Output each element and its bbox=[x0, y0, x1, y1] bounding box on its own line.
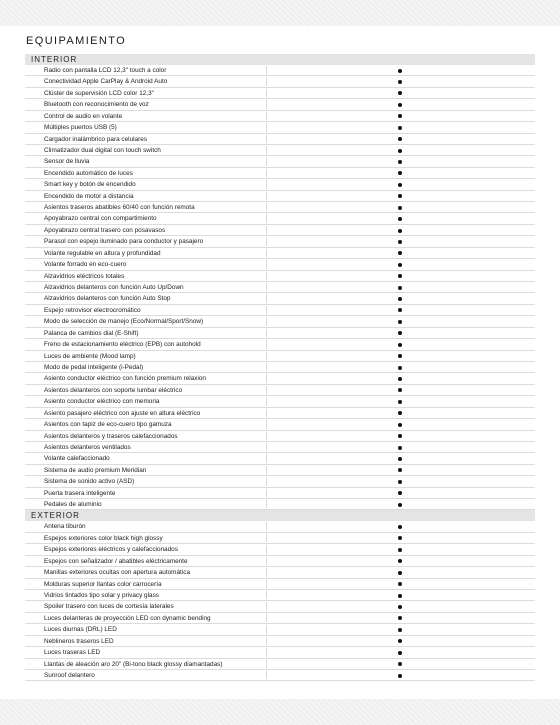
included-bullet-icon bbox=[398, 388, 402, 392]
table-row bbox=[25, 213, 535, 224]
table-row bbox=[25, 88, 535, 99]
table-row bbox=[25, 408, 535, 419]
included-bullet-icon bbox=[398, 80, 402, 84]
table-row bbox=[25, 465, 535, 476]
bottom-decorative-band bbox=[0, 699, 560, 725]
included-bullet-icon bbox=[398, 662, 402, 666]
included-bullet-icon bbox=[398, 229, 402, 233]
feature-label: Neblineros traseros LED bbox=[44, 637, 114, 645]
column-divider bbox=[266, 260, 267, 268]
included-bullet-icon bbox=[398, 616, 402, 620]
feature-label: Bluetooth con reconocimiento de voz bbox=[44, 101, 149, 109]
table-row bbox=[25, 521, 535, 532]
table-row bbox=[25, 579, 535, 590]
table-row bbox=[25, 316, 535, 327]
feature-label: Parasol con espejo iluminado para conductor y pasajero bbox=[44, 238, 204, 246]
feature-label: Sunroof delantero bbox=[44, 671, 95, 679]
feature-label: Apoyabrazo central con compartimiento bbox=[44, 215, 157, 223]
feature-label: Alzavidrios delanteros con función Auto Up/Down bbox=[44, 284, 184, 292]
table-row bbox=[25, 259, 535, 270]
table-row bbox=[25, 670, 535, 681]
feature-label: Modo de selección de manejo (Eco/Normal/Sport/Snow) bbox=[44, 318, 204, 326]
feature-label: Asientos delanteros y traseros calefaccionados bbox=[44, 432, 178, 440]
column-divider bbox=[266, 420, 267, 428]
feature-label: Espejos exteriores eléctricos y calefaccionados bbox=[44, 546, 178, 554]
feature-label: Encendido de motor a distancia bbox=[44, 192, 134, 200]
column-divider bbox=[266, 66, 267, 74]
column-divider bbox=[266, 352, 267, 360]
table-row bbox=[25, 533, 535, 544]
column-divider bbox=[266, 169, 267, 177]
feature-label: Asientos delanteros ventilados bbox=[44, 443, 131, 451]
feature-label: Vidrios tintados tipo solar y privacy glass bbox=[44, 591, 159, 599]
table-row bbox=[25, 202, 535, 213]
column-divider bbox=[266, 146, 267, 154]
feature-label: Alzavidrios eléctricos totales bbox=[44, 272, 125, 280]
column-divider bbox=[266, 409, 267, 417]
column-divider bbox=[266, 489, 267, 497]
feature-label: Luces diurnas (DRL) LED bbox=[44, 626, 117, 634]
included-bullet-icon bbox=[398, 286, 402, 290]
feature-label: Volante forrado en eco-cuero bbox=[44, 261, 127, 269]
included-bullet-icon bbox=[398, 251, 402, 255]
included-bullet-icon bbox=[398, 149, 402, 153]
table-row bbox=[25, 65, 535, 76]
table-row bbox=[25, 293, 535, 304]
table-row bbox=[25, 236, 535, 247]
table-row bbox=[25, 111, 535, 122]
feature-label: Climatizador dual digital con touch switch bbox=[44, 146, 161, 154]
column-divider bbox=[266, 477, 267, 485]
table-row bbox=[25, 590, 535, 601]
feature-label: Asiento conductor eléctrico con función premium relaxion bbox=[44, 375, 206, 383]
column-divider bbox=[266, 522, 267, 530]
table-row bbox=[25, 613, 535, 624]
table-row bbox=[25, 419, 535, 430]
feature-label: Espejos exteriores color black high glossy bbox=[44, 534, 163, 542]
column-divider bbox=[266, 500, 267, 508]
feature-label: Alzavidrios delanteros con función Auto Stop bbox=[44, 295, 171, 303]
column-divider bbox=[266, 203, 267, 211]
column-divider bbox=[266, 374, 267, 382]
column-divider bbox=[266, 237, 267, 245]
table-row bbox=[25, 156, 535, 167]
table-row bbox=[25, 145, 535, 156]
table-row bbox=[25, 544, 535, 555]
included-bullet-icon bbox=[398, 343, 402, 347]
column-divider bbox=[266, 226, 267, 234]
included-bullet-icon bbox=[398, 639, 402, 643]
column-divider bbox=[266, 340, 267, 348]
feature-label: Conectividad Apple CarPlay & Android Auto bbox=[44, 78, 168, 86]
included-bullet-icon bbox=[398, 548, 402, 552]
feature-label: Spoiler trasero con luces de cortesía laterales bbox=[44, 603, 174, 611]
table-row bbox=[25, 453, 535, 464]
column-divider bbox=[266, 466, 267, 474]
included-bullet-icon bbox=[398, 137, 402, 141]
column-divider bbox=[266, 135, 267, 143]
feature-label: Molduras superior llantas color carrocería bbox=[44, 580, 162, 588]
column-divider bbox=[266, 580, 267, 588]
feature-label: Freno de estacionamiento eléctrico (EPB) con autohold bbox=[44, 341, 201, 349]
column-divider bbox=[266, 671, 267, 679]
included-bullet-icon bbox=[398, 354, 402, 358]
column-divider bbox=[266, 534, 267, 542]
included-bullet-icon bbox=[398, 628, 402, 632]
table-row bbox=[25, 179, 535, 190]
column-divider bbox=[266, 192, 267, 200]
column-divider bbox=[266, 180, 267, 188]
equipment-table bbox=[25, 54, 535, 681]
table-row bbox=[25, 647, 535, 658]
feature-label: Palanca de cambios dial (E-Shift) bbox=[44, 329, 139, 337]
feature-label: Espejo retrovisor electrocromático bbox=[44, 306, 141, 314]
included-bullet-icon bbox=[398, 114, 402, 118]
feature-label: Luces de ambiente (Mood lamp) bbox=[44, 352, 136, 360]
column-divider bbox=[266, 214, 267, 222]
included-bullet-icon bbox=[398, 480, 402, 484]
column-divider bbox=[266, 454, 267, 462]
included-bullet-icon bbox=[398, 457, 402, 461]
table-row bbox=[25, 99, 535, 110]
feature-label: Volante regulable en altura y profundidad bbox=[44, 249, 161, 257]
feature-label: Antena tiburón bbox=[44, 523, 86, 531]
table-row bbox=[25, 556, 535, 567]
included-bullet-icon bbox=[398, 503, 402, 507]
column-divider bbox=[266, 249, 267, 257]
column-divider bbox=[266, 545, 267, 553]
feature-label: Luces traseras LED bbox=[44, 649, 101, 657]
feature-label: Sistema de audio premium Meridian bbox=[44, 466, 147, 474]
column-divider bbox=[266, 157, 267, 165]
feature-label: Pedales de aluminio bbox=[44, 501, 102, 509]
top-decorative-band bbox=[0, 0, 560, 26]
feature-label: Clúster de supervisión LCD color 12,3" bbox=[44, 89, 154, 97]
table-row bbox=[25, 339, 535, 350]
table-row bbox=[25, 431, 535, 442]
included-bullet-icon bbox=[398, 674, 402, 678]
included-bullet-icon bbox=[398, 308, 402, 312]
included-bullet-icon bbox=[398, 126, 402, 130]
column-divider bbox=[266, 443, 267, 451]
column-divider bbox=[266, 283, 267, 291]
table-row bbox=[25, 328, 535, 339]
table-row bbox=[25, 385, 535, 396]
table-row bbox=[25, 373, 535, 384]
table-row bbox=[25, 362, 535, 373]
included-bullet-icon bbox=[398, 651, 402, 655]
feature-label: Control de audio en volante bbox=[44, 112, 123, 120]
column-divider bbox=[266, 637, 267, 645]
page-title: EQUIPAMIENTO bbox=[26, 35, 127, 47]
feature-label: Manillas exteriores ocultas con apertura automática bbox=[44, 569, 190, 577]
feature-label: Radio con pantalla LCD 12,3" touch a color bbox=[44, 67, 167, 74]
included-bullet-icon bbox=[398, 582, 402, 586]
column-divider bbox=[266, 112, 267, 120]
column-divider bbox=[266, 386, 267, 394]
table-row bbox=[25, 601, 535, 612]
included-bullet-icon bbox=[398, 240, 402, 244]
table-row bbox=[25, 248, 535, 259]
feature-label: Volante calefaccionado bbox=[44, 455, 110, 463]
feature-label: Asiento conductor eléctrico con memoria bbox=[44, 398, 160, 406]
included-bullet-icon bbox=[398, 171, 402, 175]
column-divider bbox=[266, 432, 267, 440]
included-bullet-icon bbox=[398, 468, 402, 472]
column-divider bbox=[266, 89, 267, 97]
feature-label: Apoyabrazo central trasero con posavasos bbox=[44, 226, 166, 234]
feature-label: Espejos con señalizador / abatibles eléctricamente bbox=[44, 557, 188, 565]
feature-label: Asientos con tapiz de eco-cuero tipo gamuza bbox=[44, 421, 172, 429]
column-divider bbox=[266, 591, 267, 599]
feature-label: Asientos traseros abatibles 60/40 con función remota bbox=[44, 204, 195, 212]
feature-label: Llantas de aleación aro 20" (Bi-tono black glossy diamantadas) bbox=[44, 660, 223, 668]
feature-label: Sistema de sonido activo (ASD) bbox=[44, 478, 135, 486]
column-divider bbox=[266, 329, 267, 337]
table-row bbox=[25, 282, 535, 293]
included-bullet-icon bbox=[398, 103, 402, 107]
column-divider bbox=[266, 660, 267, 668]
table-row bbox=[25, 396, 535, 407]
table-row bbox=[25, 168, 535, 179]
column-divider bbox=[266, 294, 267, 302]
included-bullet-icon bbox=[398, 446, 402, 450]
included-bullet-icon bbox=[398, 605, 402, 609]
included-bullet-icon bbox=[398, 536, 402, 540]
included-bullet-icon bbox=[398, 423, 402, 427]
table-row bbox=[25, 624, 535, 635]
table-row bbox=[25, 225, 535, 236]
table-row bbox=[25, 305, 535, 316]
section-header-interior: INTERIOR bbox=[25, 54, 535, 65]
included-bullet-icon bbox=[398, 594, 402, 598]
table-row bbox=[25, 122, 535, 133]
feature-label: Modo de pedal inteligente (i-Pedal) bbox=[44, 363, 144, 371]
column-divider bbox=[266, 77, 267, 85]
included-bullet-icon bbox=[398, 377, 402, 381]
included-bullet-icon bbox=[398, 366, 402, 370]
table-row bbox=[25, 442, 535, 453]
included-bullet-icon bbox=[398, 559, 402, 563]
column-divider bbox=[266, 363, 267, 371]
included-bullet-icon bbox=[398, 217, 402, 221]
column-divider bbox=[266, 614, 267, 622]
section-header-exterior: EXTERIOR bbox=[25, 510, 535, 521]
included-bullet-icon bbox=[398, 434, 402, 438]
feature-label: Puerta trasera inteligente bbox=[44, 489, 116, 497]
included-bullet-icon bbox=[398, 400, 402, 404]
table-row bbox=[25, 659, 535, 670]
included-bullet-icon bbox=[398, 525, 402, 529]
column-divider bbox=[266, 317, 267, 325]
included-bullet-icon bbox=[398, 571, 402, 575]
column-divider bbox=[266, 602, 267, 610]
included-bullet-icon bbox=[398, 320, 402, 324]
table-row bbox=[25, 271, 535, 282]
feature-label: Encendido automático de luces bbox=[44, 169, 133, 177]
table-row bbox=[25, 567, 535, 578]
included-bullet-icon bbox=[398, 194, 402, 198]
feature-label: Luces delanteras de proyección LED con dynamic bending bbox=[44, 614, 211, 622]
feature-label: Asiento pasajero eléctrico con ajuste en altura eléctrico bbox=[44, 409, 201, 417]
included-bullet-icon bbox=[398, 183, 402, 187]
included-bullet-icon bbox=[398, 297, 402, 301]
table-row bbox=[25, 476, 535, 487]
column-divider bbox=[266, 568, 267, 576]
table-row bbox=[25, 351, 535, 362]
table-row bbox=[25, 499, 535, 510]
included-bullet-icon bbox=[398, 263, 402, 267]
included-bullet-icon bbox=[398, 491, 402, 495]
feature-label: Múltiples puertos USB (5) bbox=[44, 124, 117, 132]
feature-label: Sensor de lluvia bbox=[44, 158, 90, 166]
included-bullet-icon bbox=[398, 411, 402, 415]
included-bullet-icon bbox=[398, 331, 402, 335]
table-row bbox=[25, 134, 535, 145]
included-bullet-icon bbox=[398, 206, 402, 210]
column-divider bbox=[266, 123, 267, 131]
column-divider bbox=[266, 625, 267, 633]
column-divider bbox=[266, 306, 267, 314]
feature-label: Asientos delanteros con soporte lumbar eléctrico bbox=[44, 386, 183, 394]
column-divider bbox=[266, 100, 267, 108]
included-bullet-icon bbox=[398, 160, 402, 164]
column-divider bbox=[266, 397, 267, 405]
feature-label: Smart key y botón de encendido bbox=[44, 181, 136, 189]
column-divider bbox=[266, 648, 267, 656]
table-row bbox=[25, 636, 535, 647]
column-divider bbox=[266, 272, 267, 280]
table-row bbox=[25, 488, 535, 499]
table-row bbox=[25, 191, 535, 202]
feature-label: Cargador inalámbrico para celulares bbox=[44, 135, 148, 143]
included-bullet-icon bbox=[398, 274, 402, 278]
table-row bbox=[25, 76, 535, 87]
column-divider bbox=[266, 557, 267, 565]
included-bullet-icon bbox=[398, 69, 402, 73]
included-bullet-icon bbox=[398, 91, 402, 95]
